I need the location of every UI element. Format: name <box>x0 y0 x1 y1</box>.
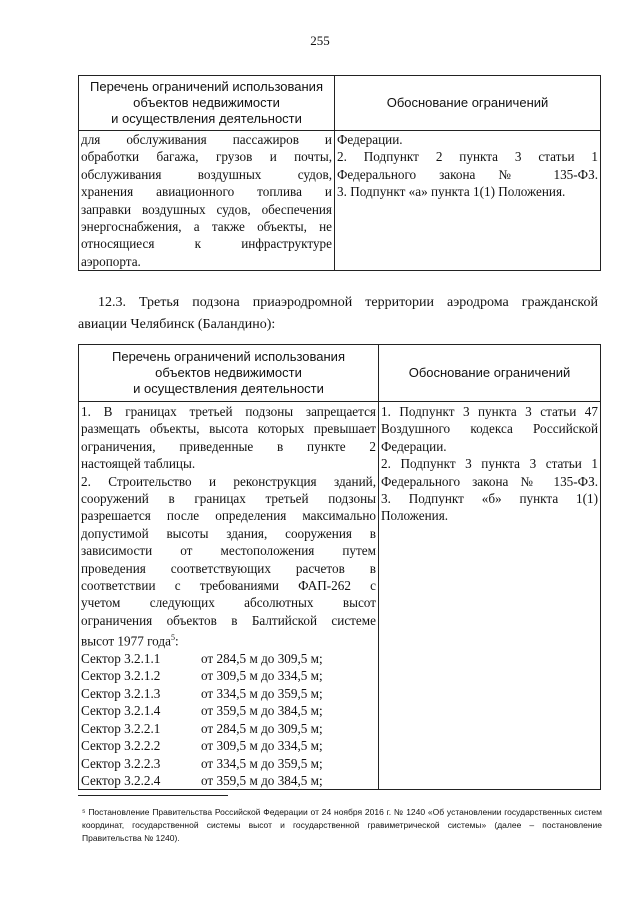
restrictions-table-continued <box>78 75 601 271</box>
footnote-divider <box>78 795 228 796</box>
sector-row: Сектор 3.2.1.1 от 284,5 м до 309,5 м; <box>81 651 323 667</box>
sector-row: Сектор 3.2.2.4 от 359,5 м до 384,5 м; <box>81 772 323 788</box>
sector-row: Сектор 3.2.2.1 от 284,5 м до 309,5 м; <box>81 720 323 736</box>
page-number: 255 <box>310 33 330 48</box>
sector-row: Сектор 3.2.2.3 от 334,5 м до 359,5 м; <box>81 755 323 771</box>
sector-row: Сектор 3.2.1.3 от 334,5 м до 359,5 м; <box>81 685 323 701</box>
table2-header-right: Обоснование ограничений <box>379 345 601 402</box>
restrictions-table-zone3 <box>78 344 601 790</box>
section-heading: 12.3. Третья подзона приаэродромной территории аэродрома гражданской авиации Челябинск (Баландино): <box>78 295 598 332</box>
sector-row: Сектор 3.2.1.2 от 309,5 м до 334,5 м; <box>81 668 323 684</box>
sector-row: Сектор 3.2.2.2 от 309,5 м до 334,5 м; <box>81 738 323 754</box>
table2-basis-cell: 1. Подпункт 3 пункта 3 статьи 47 Воздушного кодекса Российской Федерации. 2. Подпункт 3 пункта 3 статьи 1 Федерального закона № 135-ФЗ. 3. Подпункт «б» пункта 1(1) Положения. <box>379 402 601 790</box>
sector-row: Сектор 3.2.1.4 от 359,5 м до 384,5 м; <box>81 703 323 719</box>
table1-header-left: Перечень ограничений использования объектов недвижимости и осуществления деятельности <box>79 76 335 131</box>
table1-restrictions-cell: для обслуживания пассажиров и обработки багажа, грузов и почты, обслуживания воздушных судов, хранения авиационного топлива и заправки воздушных судов, обеспечения энергоснабжения, а также объекты, не относящиеся к инфраструктуре аэропорта. <box>79 131 335 271</box>
table2-restrictions-cell: 1. В границах третьей подзоны запрещается размещать объекты, высота которых превышает ограничения, приведенные в пункте 2 настоящей таблицы. 2. Строительство и реконструкция зданий, сооружений в границах третьей подзоны разрешается после определения максимально допустимой высоты здания, сооружения в зависимости от местоположения путем проведения соответствующих расчетов в соответствии с требованиями ФАП-262 с учетом следующих абсолютных высот ограничения объектов в Балтийской системе высот 1977 года$^5$: Сектор 3.2.1.1 от 284,5 м до 309,5 м; Сектор 3.2.1.2 от 309,5 м до 334,5 м; Сектор 3.2.1.3 от 334,5 м до 359,5 м; Сектор 3.2.1.4 от 359,5 м до 384,5 м; Сектор 3.2.2.1 от 284,5 м до 309,5 м; Сектор 3.2.2.2 от 309,5 м до 334,5 м; Сектор 3.2.2.3 от 334,5 м до 359,5 м; Сектор 3.2.2.4 от 359,5 м до 384,5 м; <box>79 402 379 790</box>
table2-header-left: Перечень ограничений использования объектов недвижимости и осуществления деятельности <box>79 345 379 402</box>
last-line-with-footnote: высот 1977 года$^5$: <box>81 633 179 649</box>
footnote-text: ⁵ Постановление Правительства Российской Федерации от 24 ноября 2016 г. № 1240 «Об установлении государственных систем координат, государственной системы высот и государственной гравиметрической системы» (далее – постановление Правительства № 1240). <box>82 807 602 843</box>
table1-header-right: Обоснование ограничений <box>335 76 601 131</box>
table1-basis-cell: Федерации. 2. Подпункт 2 пункта 3 статьи 1 Федерального закона № 135-ФЗ. 3. Подпункт «а» пункта 1(1) Положения. <box>335 131 601 271</box>
footnote-mark: 5 <box>170 633 175 643</box>
